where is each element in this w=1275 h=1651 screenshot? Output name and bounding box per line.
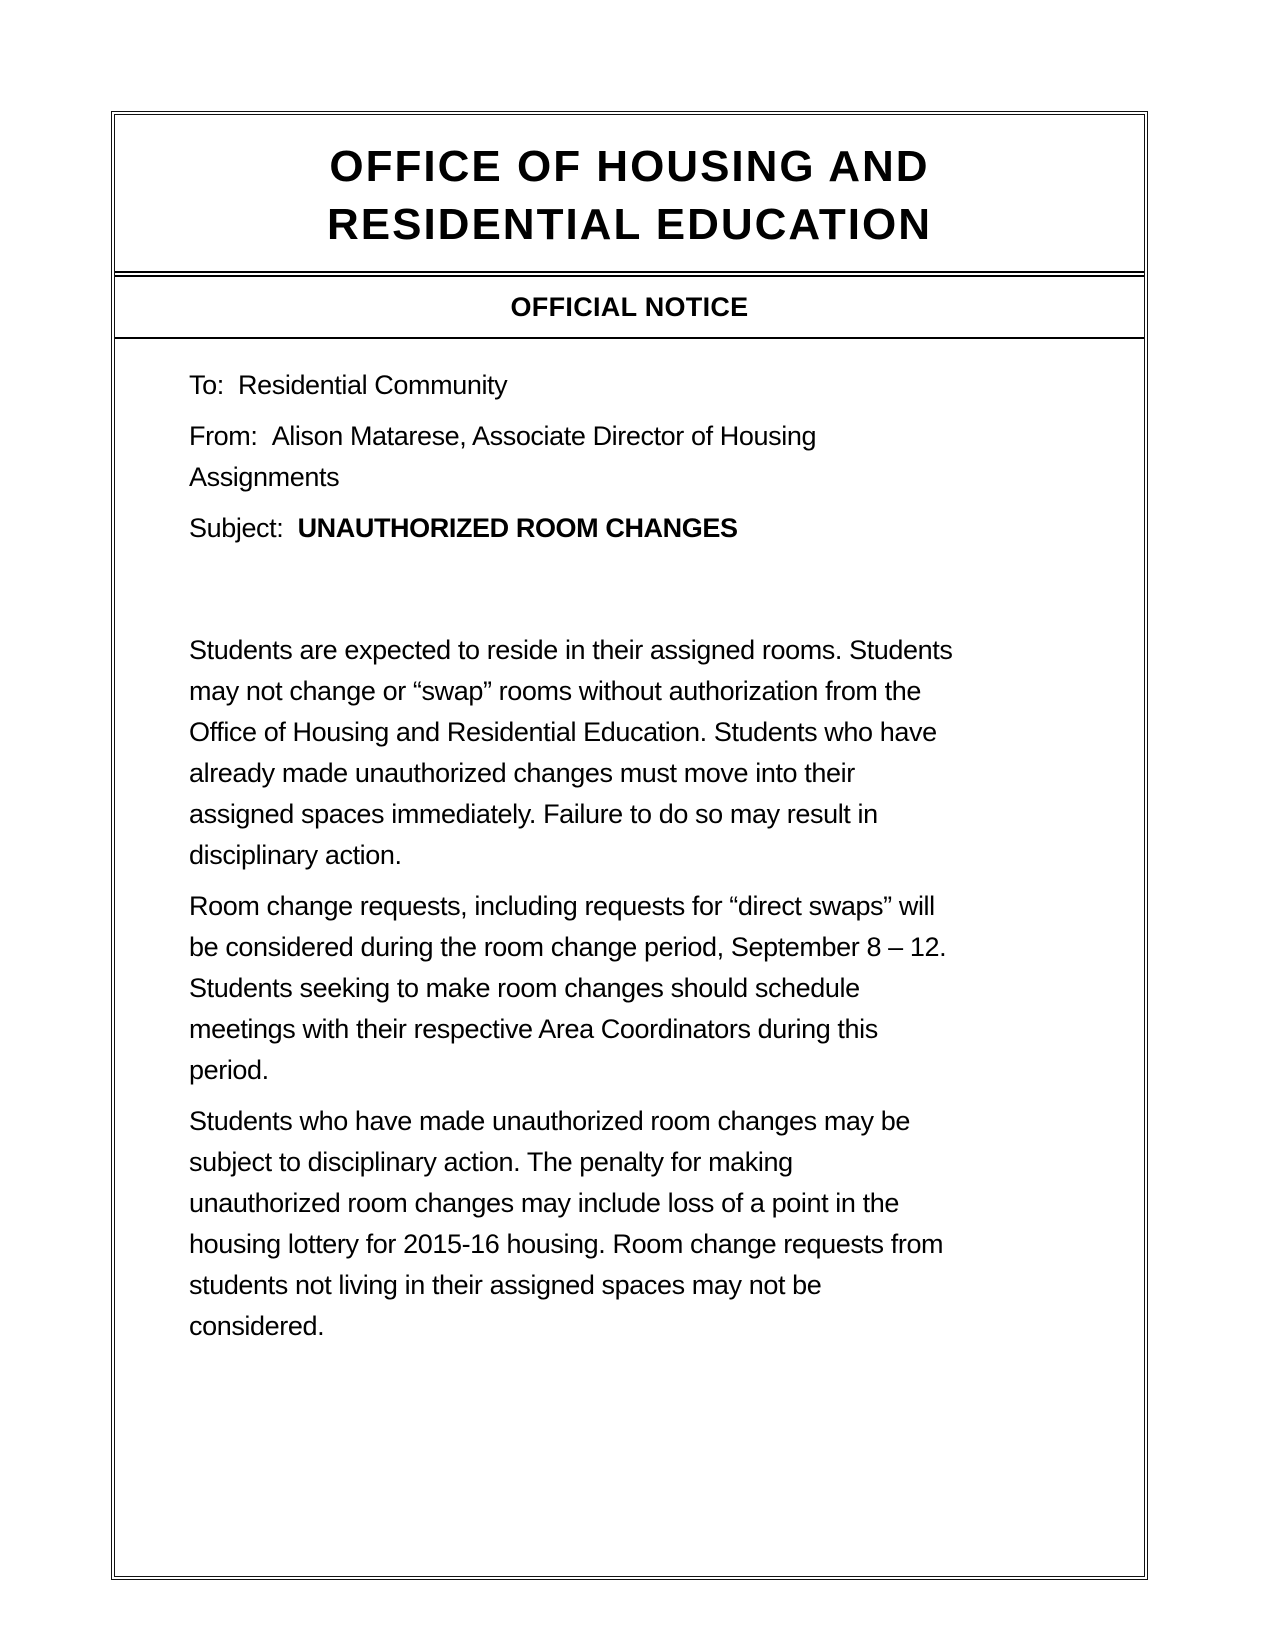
paragraph-line: Room change requests, including requests for “direct swaps” will: [189, 891, 935, 921]
memo-subject: [189, 508, 1089, 549]
paragraph-3: [189, 1101, 1089, 1347]
subject-label: Subject:: [189, 513, 284, 543]
official-notice-label: OFFICIAL NOTICE: [510, 291, 749, 322]
paragraph-line: Office of Housing and Residential Education. Students who have: [189, 717, 937, 747]
paragraph-line: considered.: [189, 1311, 325, 1341]
to-label: To:: [189, 370, 224, 400]
title-line-1: OFFICE OF HOUSING AND: [329, 142, 930, 191]
paragraph-line: already made unauthorized changes must move into their: [189, 758, 855, 788]
paragraph-line: Students seeking to make room changes should schedule: [189, 973, 860, 1003]
paragraph-line: students not living in their assigned spaces may not be: [189, 1270, 822, 1300]
paragraph-line: housing lottery for 2015-16 housing. Room change requests from: [189, 1229, 944, 1259]
memo-from: [189, 416, 1089, 457]
from-value-line2: Assignments: [189, 462, 340, 492]
notice-section: [115, 277, 1144, 339]
memo-to: [189, 365, 1089, 406]
from-label: From:: [189, 421, 258, 451]
paragraph-line: period.: [189, 1055, 269, 1085]
notice-body: [189, 630, 1089, 1357]
title-section: [115, 115, 1144, 277]
paragraph-2: [189, 886, 1089, 1091]
paragraph-line: subject to disciplinary action. The penalty for making: [189, 1147, 793, 1177]
subject-value: UNAUTHORIZED ROOM CHANGES: [297, 513, 738, 543]
paragraph-line: unauthorized room changes may include loss of a point in the: [189, 1188, 899, 1218]
paragraph-line: Students are expected to reside in their assigned rooms. Students: [189, 635, 953, 665]
paragraph-line: meetings with their respective Area Coordinators during this: [189, 1014, 878, 1044]
paragraph-line: assigned spaces immediately. Failure to do so may result in: [189, 799, 878, 829]
memo-header: [189, 365, 1089, 549]
to-value: Residential Community: [238, 370, 508, 400]
paragraph-line: be considered during the room change period, September 8 – 12.: [189, 932, 947, 962]
notice-frame: [111, 111, 1148, 1580]
title-line-2: RESIDENTIAL EDUCATION: [326, 200, 933, 249]
from-value-line1: Alison Matarese, Associate Director of Housing: [271, 421, 817, 451]
paragraph-line: may not change or “swap” rooms without authorization from the: [189, 676, 921, 706]
paragraph-line: Students who have made unauthorized room changes may be: [189, 1106, 910, 1136]
paragraph-1: [189, 630, 1089, 876]
paragraph-line: disciplinary action.: [189, 840, 402, 870]
